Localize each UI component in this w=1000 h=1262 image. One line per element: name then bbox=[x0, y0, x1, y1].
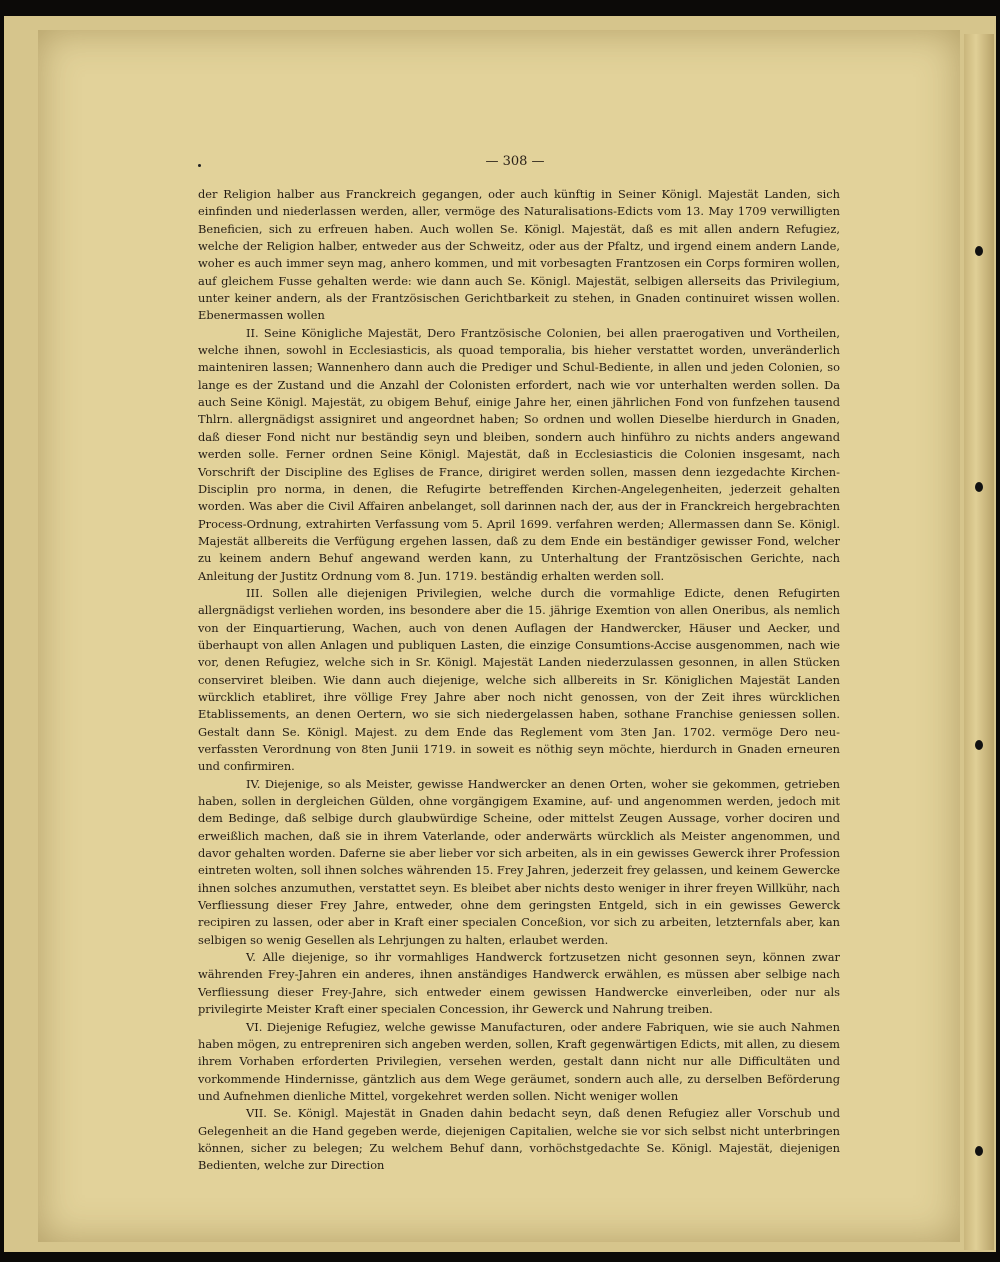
paragraph: der Religion halber aus Franckreich gegangen, oder auch künftig in Seiner Königl. Majestät Landen, sich einfinden und niederlassen werden, aller, vermöge des Naturalisations-Edicts vom 13. May 1709 verwilligten Beneficien, sich zu erfreuen haben. Auch wollen Se. Königl. Majestät, daß es mit allen andern Refugiez, welche der Religion halber, entweder aus der Schweitz, oder aus der Pfaltz, und irgend einem andern Lande, woher es auch immer seyn mag, anhero kommen, und mit vorbesagten Frantzosen ein Corps formiren wollen, auf gleichem Fusse gehalten werde: wie dann auch Se. Königl. Majestät, selbigen allerseits das Privilegium, unter keiner andern, als der Frantzösischen Gerichtbarkeit zu stehen, in Gnaden continuiret wissen wollen. Ebenermassen wollen bbox=[198, 187, 840, 323]
paragraph: VII. Se. Königl. Majestät in Gnaden dahin bedacht seyn, daß denen Refugiez aller Vorschub und Gelegenheit an die Hand gegeben werde, diejenigen Capitalien, welche sie vor sich selbst nicht unterbringen können, sicher zu belegen; Zu welchem Behuf dann, vorhöchstgedachte Se. Königl. Majestät, diejenigen Bedienten, welche zur Direction bbox=[198, 1106, 840, 1173]
paragraph: V. Alle diejenige, so ihr vormahliges Handwerck fortzusetzen nicht gesonnen seyn, können zwar währenden Frey-Jahren ein anderes, ihnen anständiges Handwerck erwählen, es müssen aber selbige nach Verfliessung dieser Frey-Jahre, sich entweder einem gewissen Handwercke einverleiben, oder nur als privilegirte Meister Kraft einer specialen Concession, ihr Gewerck und Nahrung treiben. bbox=[198, 950, 840, 1017]
binding-hole bbox=[975, 740, 983, 750]
binding-hole bbox=[975, 482, 983, 492]
page-number: — 308 — bbox=[485, 154, 545, 169]
paragraph: IV. Diejenige, so als Meister, gewisse Handwercker an denen Orten, woher sie gekommen, getrieben haben, sollen in dergleichen Gülden, ohne vorgängigem Examine, auf- und angenommen werden, jedoch mit dem Bedinge, daß selbige durch glaubwürdige Scheine, oder mittelst Zeugen Aussage, vorher dociren und erweißlich machen, daß sie in ihrem Vaterlande, oder anderwärts würcklich als Meister angenommen, und davor gehalten worden. Daferne sie aber lieber vor sich arbeiten, als in ein gewisses Gewerck ihrer Profession eintreten wolten, soll ihnen solches währenden 15. Frey Jahren, jederzeit frey gelassen, und keinem Gewercke ihnen solches anzumuthen, verstattet seyn. Es bleibet aber nichts desto weniger in ihrer freyen Willkühr, nach Verfliessung dieser Frey Jahre, entweder, ohne dem geringsten Entgeld, sich in ein gewisses Gewerck recipiren zu lassen, oder aber in Kraft einer specialen Conceßion, vor sich zu arbeiten, letzternfals aber, kan selbigen so wenig Gesellen als Lehrjungen zu halten, erlaubet werden. bbox=[198, 776, 840, 947]
page-edge bbox=[964, 34, 994, 1250]
binding-hole bbox=[975, 1146, 983, 1156]
paragraph: VI. Diejenige Refugiez, welche gewisse Manufacturen, oder andere Fabriquen, wie sie auch Nahmen haben mögen, zu entrepreniren sich angeben werden, sollen, Kraft gegenwärtigen Edicts, mit allen, zu diesem ihrem Vorhaben erforderten Privilegien, versehen werden, gestalt dann nicht nur alle Difficultäten und vorkommende Hindernisse, gäntzlich aus dem Wege geräumet, sondern auch alle, zu derselben Beförderung und Aufnehmen dienliche Mittel, vorgekehret werden sollen. Nicht weniger wollen bbox=[198, 1019, 840, 1103]
binding-hole bbox=[975, 246, 983, 256]
page-header bbox=[190, 154, 840, 174]
paragraph: II. Seine Königliche Majestät, Dero Frantzösische Colonien, bei allen praerogativen und Vortheilen, welche ihnen, sowohl in Ecclesiasticis, als quoad temporalia, bis hieher verstattet worden, unveränderlich mainteniren lassen; Wannenhero dann auch die Prediger und Schul-Bediente, in allen und jeden Colonien, so lange es der Zustand und die Anzahl der Colonisten erfordert, nach wie vor unterhalten werden sollen. Da auch Seine Königl. Majestät, zu obigem Behuf, einige Jahre her, einen jährlichen Fond von funfzehen tausend Thlrn. allergnädigst assigniret und angeordnet haben; So ordnen und wollen Dieselbe hierdurch in Gnaden, daß dieser Fond nicht nur beständig seyn und bleiben, sondern auch hinführo zu nichts anders angewand werden solle. Ferner ordnen Seine Königl. Majestät, daß in Ecclesiasticis die Colonien insgesamt, nach Vorschrift der Discipline des Eglises de France, dirigiret werden sollen, massen denn iezgedachte Kirchen-Disciplin pro norma, in denen, die Refugirte betreffenden Kirchen-Angelegenheiten, jederzeit gehalten worden. Was aber die Civil Affairen anbelanget, soll darinnen nach der, aus der in Franckreich hergebrachten Process-Ordnung, extrahirten Verfassung vom 5. April 1699. verfahren werden; Allermassen dann Se. Königl. Majestät allbereits die Verfügung ergehen lassen, daß zu dem Ende ein beständiger gewisser Fond, welcher zu keinem andern Behuf angewand werden kann, zu Unterhaltung der Frantzösischen Gerichte, nach Anleitung der Justitz Ordnung vom 8. Jun. 1719. beständig erhalten werden soll. bbox=[198, 325, 840, 583]
body-text bbox=[198, 186, 840, 1175]
paragraph: III. Sollen alle diejenigen Privilegien, welche durch die vormahlige Edicte, denen Refugirten allergnädigst verliehen worden, ins besondere aber die 15. jährige Exemtion von allen Oneribus, als nemlich von der Einquartierung, Wachen, auch von denen Auflagen der Handwercker, Häuser und Aecker, und überhaupt von allen Anlagen und publiquen Lasten, die einzige Consumtions-Accise ausgenommen, nach wie vor, denen Refugiez, welche sich in Sr. Königl. Majestät Landen niederzulassen gesonnen, in allen Stücken conserviret bleiben. Wie dann auch diejenige, welche sich allbereits in Sr. Königlichen Majestät Landen würcklich etabliret, ihre völlige Frey Jahre aber noch nicht genossen, von der Zeit ihres würcklichen Etablissements, an denen Oertern, wo sie sich niedergelassen haben, sothane Franchise geniessen sollen. Gestalt dann Se. Königl. Majest. zu dem Ende das Reglement vom 3ten Jan. 1702. vermöge Dero neu-verfassten Verordnung von 8ten Junii 1719. in soweit es nöthig seyn möchte, hierdurch in Gnaden erneuren und confirmiren. bbox=[198, 585, 840, 774]
